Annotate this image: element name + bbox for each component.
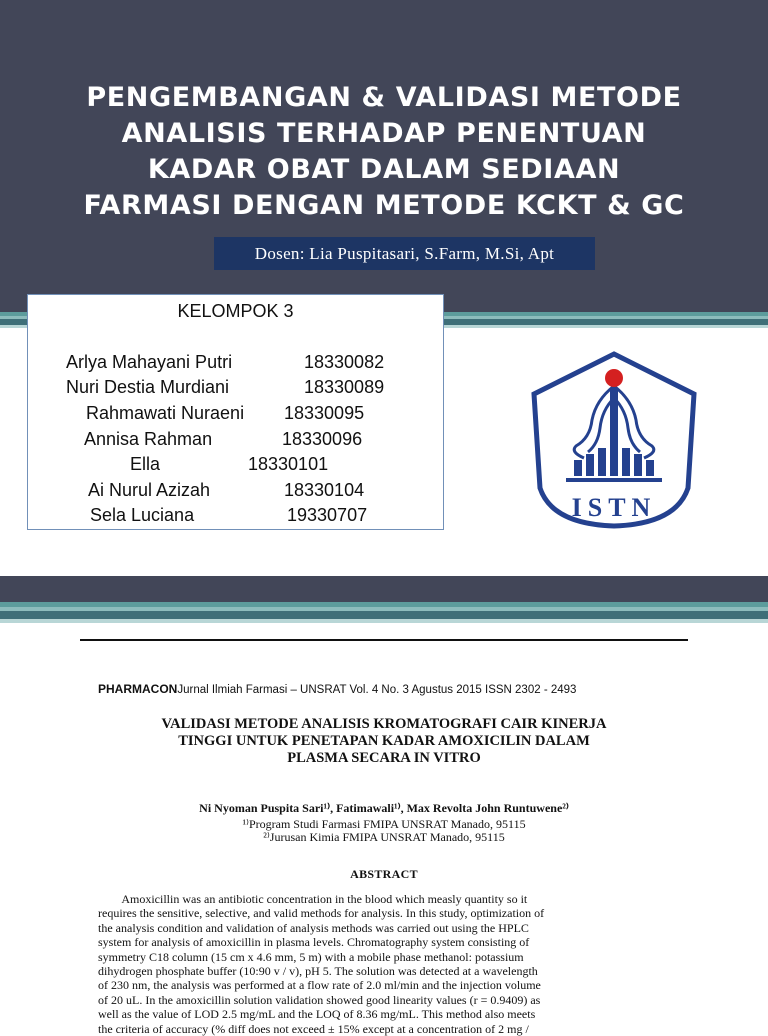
paper-authors: Ni Nyoman Puspita Sari¹⁾, Fatimawali¹⁾, Max Revolta John Runtuwene²⁾	[199, 801, 569, 815]
abstract-heading: ABSTRACT	[350, 867, 418, 881]
member-row	[88, 478, 428, 502]
journal-name: PHARMACON	[98, 682, 178, 696]
member-id: 18330104	[284, 480, 365, 500]
abstract-line: the criteria of accuracy (% diff does not exceed ± 15% except at a concentration of 2 mg /	[98, 1021, 529, 1036]
member-name: Ella	[130, 454, 161, 474]
affiliation: ¹⁾Program Studi Farmasi FMIPA UNSRAT Manado, 95115	[242, 817, 526, 831]
abstract-line: system for analysis of amoxicillin in plasma levels. Chromatography system consisting of	[98, 935, 530, 950]
journal-header	[98, 682, 698, 696]
paper-slide	[0, 576, 768, 1036]
member-name: Rahmawati Nuraeni	[86, 403, 245, 423]
affiliation: ²⁾Jurusan Kimia FMIPA UNSRAT Manado, 95115	[263, 830, 505, 844]
abstract-line: of 230 nm, the analysis was performed at a flow rate of 2.0 ml/min and the injection volume	[98, 978, 541, 993]
title-line: FARMASI DENGAN METODE KCKT & GC	[83, 190, 685, 221]
title-line: PENGEMBANGAN & VALIDASI METODE	[86, 82, 682, 113]
member-name: Ai Nurul Azizah	[88, 480, 211, 500]
abstract-line: of 20 uL. In the amoxicillin solution validation showed good linearity values (r = 0.9409) as	[98, 992, 541, 1007]
member-row	[90, 503, 430, 527]
member-row	[130, 452, 430, 476]
paper-title-line: PLASMA SECARA IN VITRO	[287, 750, 481, 766]
logo-text: ISTN	[571, 493, 657, 522]
member-row	[84, 427, 424, 451]
member-id: 18330095	[284, 403, 365, 423]
member-id: 18330089	[304, 377, 385, 397]
member-id: 18330082	[304, 352, 385, 372]
group-members-box	[27, 294, 444, 530]
abstract-line: dihydrogen phosphate buffer (10:90 v / v), pH 5. The solution was detected at a wavelength	[98, 964, 538, 979]
group-label: KELOMPOK 3	[177, 301, 294, 321]
member-id: 18330101	[248, 454, 329, 474]
member-id: 19330707	[287, 505, 368, 525]
abstract-line: well as the value of LOD 2.5 mg/mL and the LOQ of 8.36 mg/mL. This method also meets	[98, 1007, 536, 1022]
member-row	[66, 375, 406, 399]
member-name: Nuri Destia Murdiani	[66, 377, 230, 397]
journal-info: Jurnal Ilmiah Farmasi – UNSRAT Vol. 4 No. 3 Agustus 2015 ISSN 2302 - 2493	[177, 684, 577, 696]
decorative-stripes	[0, 602, 768, 630]
abstract-line: the analysis condition and validation of analysis methods was carried out using the HPLC	[98, 920, 529, 935]
presentation-title	[30, 80, 738, 224]
istn-logo	[526, 348, 702, 530]
paper-title	[98, 716, 670, 767]
paper-header-rule	[80, 639, 688, 641]
abstract-body	[98, 892, 658, 1036]
abstract-line: symmetry C18 column (15 cm x 4.6 mm, 5 m) with a mobile phase methanol: potassium	[98, 949, 524, 964]
member-row	[66, 350, 406, 374]
member-name: Arlya Mahayani Putri	[66, 352, 233, 372]
paper-title-line: TINGGI UNTUK PENETAPAN KADAR AMOXICILIN DALAM	[178, 733, 590, 749]
lecturer-label: Dosen: Lia Puspitasari, S.Farm, M.Si, Apt	[214, 237, 595, 270]
member-id: 18330096	[282, 429, 363, 449]
title-line: ANALISIS TERHADAP PENENTUAN	[121, 118, 647, 149]
abstract-line: requires the sensitive, selective, and valid methods for analysis. In this study, optimization of	[98, 906, 545, 921]
member-row	[86, 401, 426, 425]
abstract-line: Amoxicillin was an antibiotic concentration in the blood which measly quantity so it	[98, 892, 528, 906]
member-name: Sela Luciana	[90, 505, 195, 525]
paper-title-line: VALIDASI METODE ANALISIS KROMATOGRAFI CAIR KINERJA	[161, 716, 607, 732]
member-name: Annisa Rahman	[84, 429, 213, 449]
title-line: KADAR OBAT DALAM SEDIAAN	[147, 154, 621, 185]
